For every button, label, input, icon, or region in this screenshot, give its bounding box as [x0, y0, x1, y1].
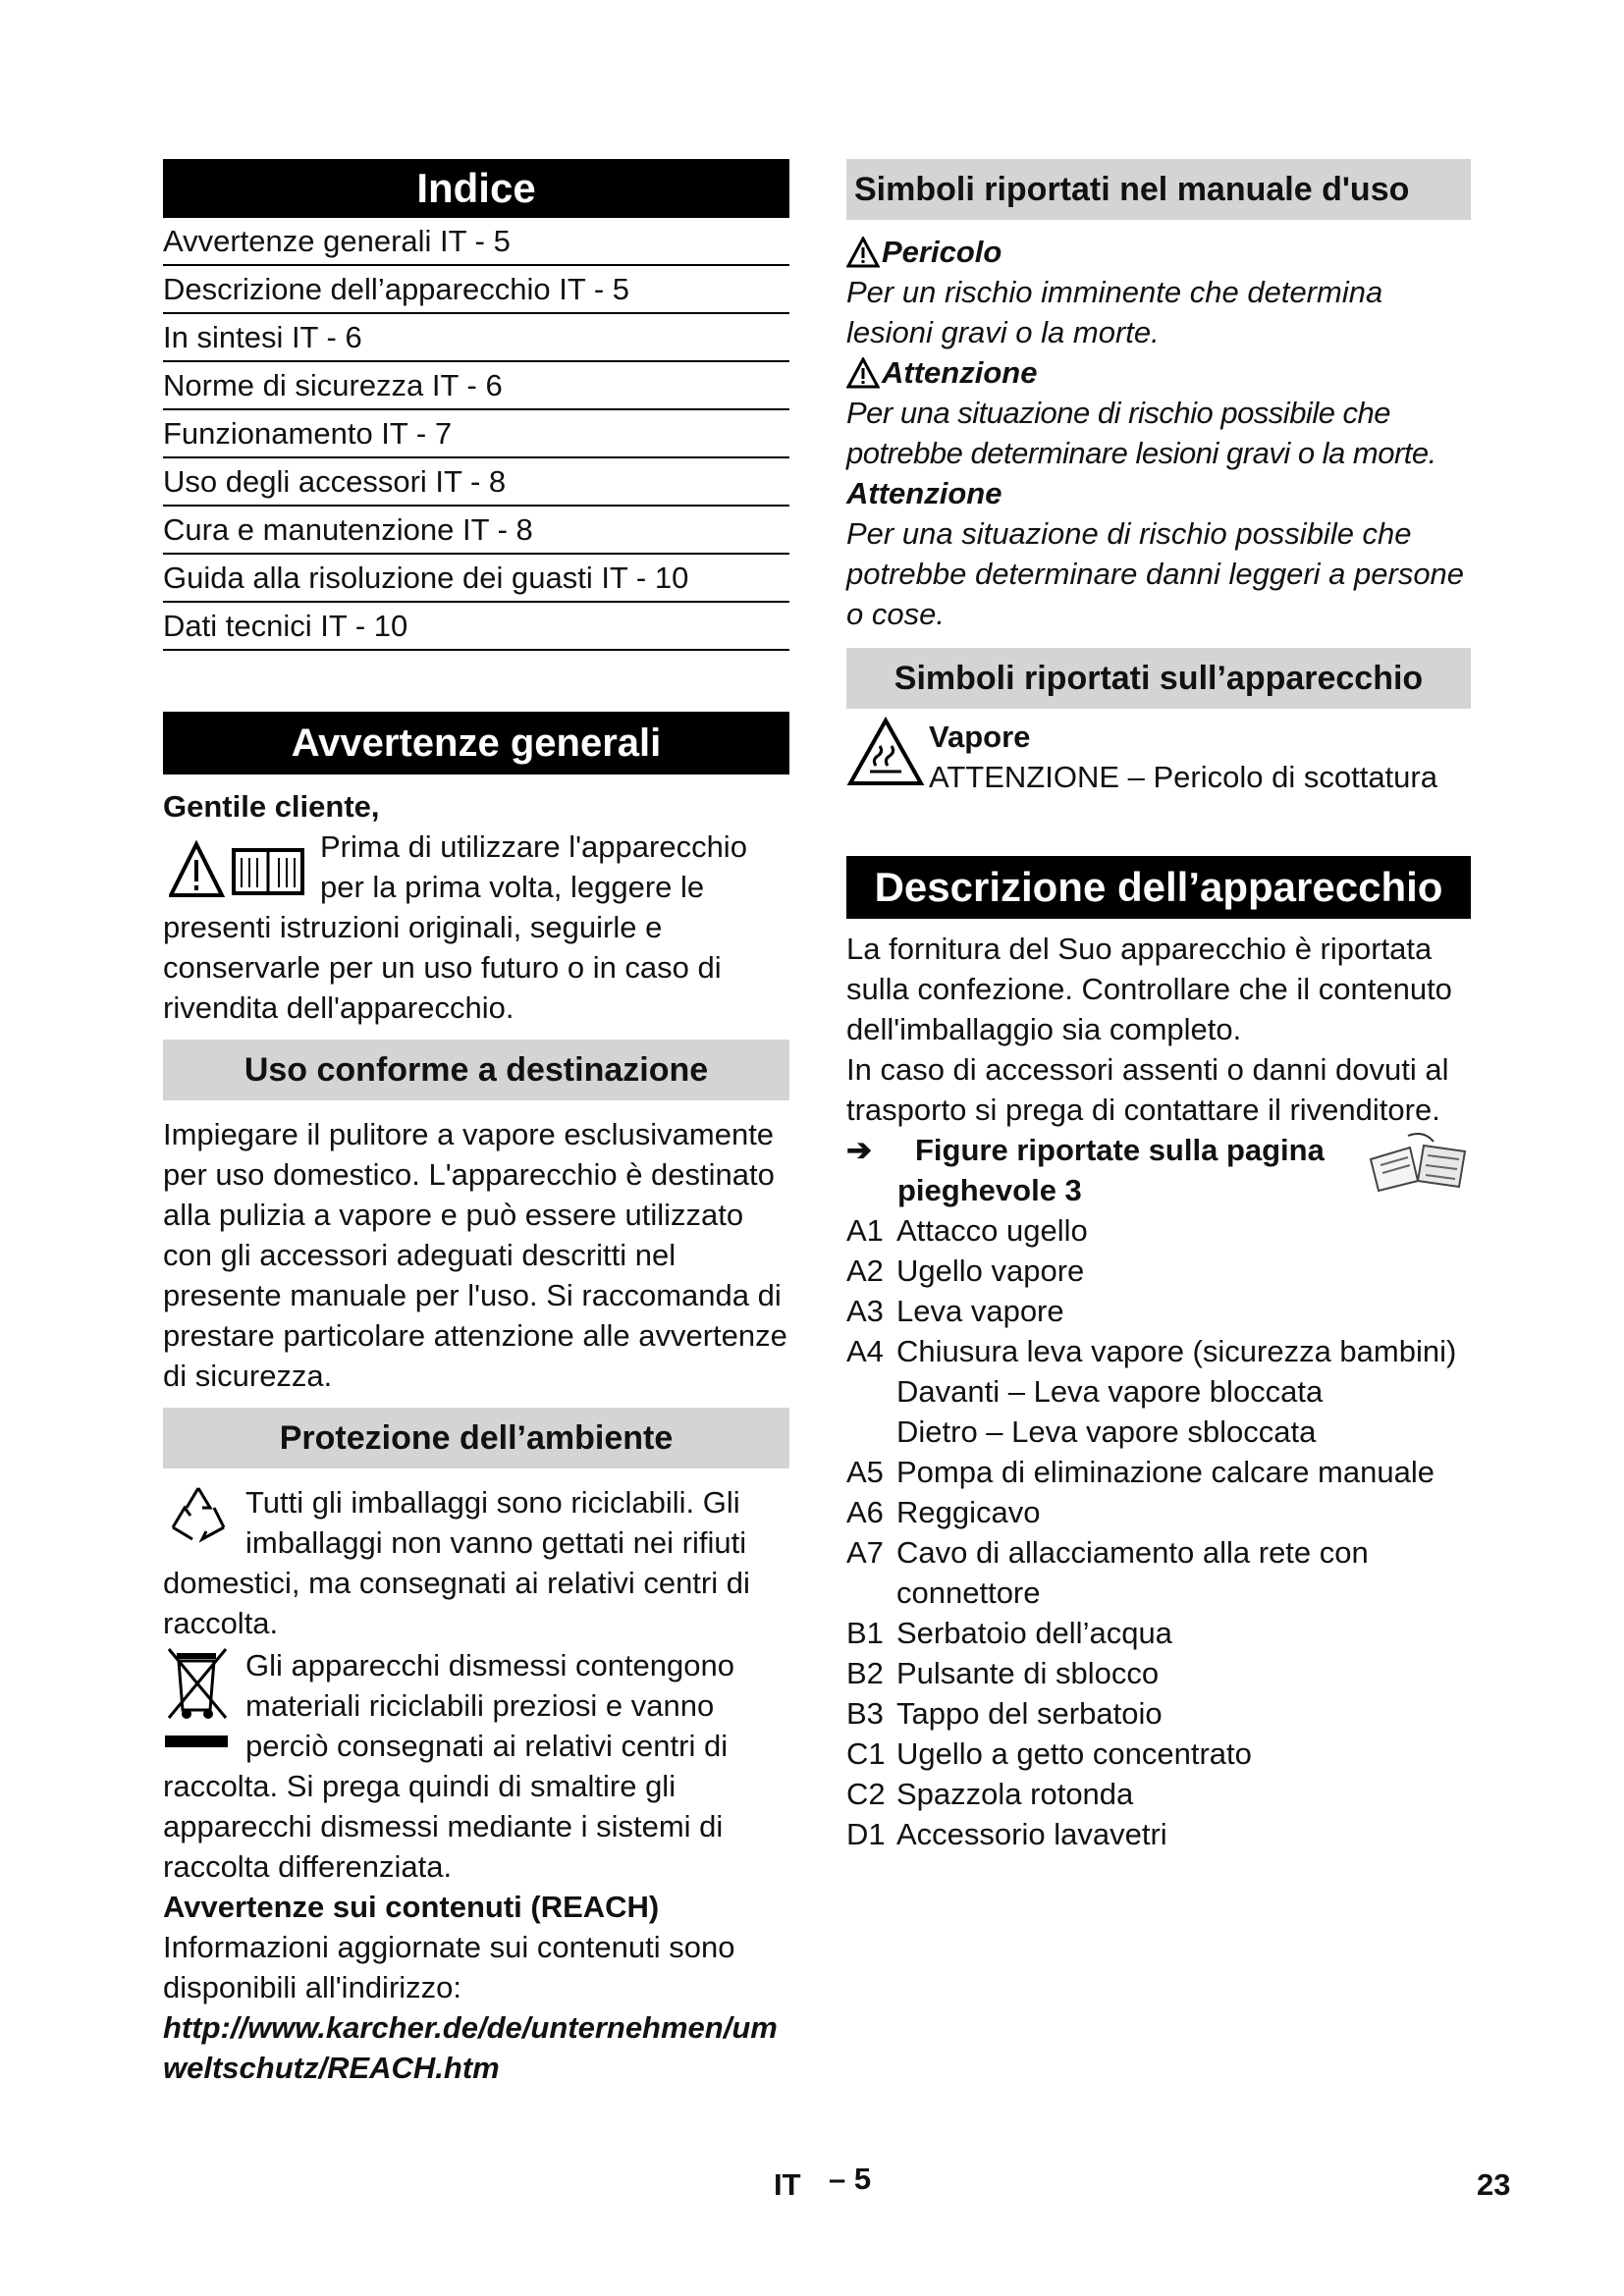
part-key: B3 — [846, 1696, 884, 1731]
toc-item[interactable]: In sintesi IT - 6 — [163, 314, 789, 362]
footer-lang: IT — [774, 2167, 801, 2202]
part-text: Pompa di eliminazione calcare manuale — [896, 1455, 1435, 1489]
arrow-right-icon: ➔ — [846, 1133, 872, 1167]
part-text: Davanti – Leva vapore bloccata — [896, 1374, 1324, 1409]
hot-steam-warning-icon — [846, 717, 925, 787]
attenzione2-label: Attenzione — [846, 476, 1002, 510]
warning-triangle-icon — [846, 357, 880, 389]
pericolo-block — [846, 232, 1471, 352]
part-key: A1 — [846, 1213, 884, 1248]
attenzione-row — [846, 352, 1471, 393]
page-number: 23 — [1477, 2167, 1511, 2202]
list-item — [846, 1452, 1471, 1492]
list-item — [846, 1613, 1471, 1653]
pericolo-text: Per un rischio imminente che determina lesioni gravi o la morte. — [846, 275, 1383, 349]
toc-item[interactable]: Cura e manutenzione IT - 8 — [163, 507, 789, 555]
list-item — [846, 1734, 1471, 1774]
simboli-manuale-heading: Simboli riportati nel manuale d'uso — [846, 159, 1471, 220]
intro-block — [163, 827, 789, 907]
toc-item[interactable]: Guida alla risoluzione dei guasti IT - 10 — [163, 555, 789, 603]
recycle-icon — [163, 1482, 234, 1551]
reach-url-link[interactable]: http://www.karcher.de/de/unternehmen/umweltschutz/REACH.htm — [163, 2010, 778, 2085]
parts-list — [846, 1210, 1471, 1854]
figure-ref-label: Figure riportate sulla pagina — [915, 1133, 1325, 1167]
part-text: Ugello a getto concentrato — [896, 1736, 1252, 1771]
greeting: Gentile cliente, — [163, 789, 380, 824]
list-item — [846, 1331, 1471, 1371]
attenzione2-block — [846, 473, 1471, 634]
list-item — [846, 1210, 1471, 1251]
toc-item[interactable]: Dati tecnici IT - 10 — [163, 603, 789, 651]
part-key: A3 — [846, 1294, 884, 1328]
part-key: A5 — [846, 1455, 884, 1489]
list-item — [846, 1693, 1471, 1734]
intro-text-a: Prima di utilizzare l'apparecchio per la prima volta, leggere le — [320, 829, 747, 904]
part-text: Reggicavo — [896, 1495, 1041, 1529]
simboli-apparecchio-heading: Simboli riportati sull’apparecchio — [846, 648, 1471, 709]
descrizione-text-2: In caso di accessori assenti o danni dovuti al trasporto si prega di contattare il rivenditore. — [846, 1052, 1449, 1127]
attenzione-text: Per una situazione di rischio possibile che potrebbe determinare lesioni gravi o la morte. — [846, 396, 1436, 470]
crossed-bin-icon — [163, 1645, 234, 1753]
vapore-text-group — [929, 717, 1437, 797]
footer-section-page: – 5 — [829, 2162, 872, 2196]
descrizione-heading: Descrizione dell’apparecchio — [846, 856, 1471, 919]
part-key: A4 — [846, 1334, 884, 1368]
avvertenze-heading: Avvertenze generali — [163, 712, 789, 774]
reach-title: Avvertenze sui contenuti (REACH) — [163, 1890, 660, 1924]
page-footer — [0, 2160, 1624, 2209]
part-text: Accessorio lavavetri — [896, 1817, 1167, 1851]
part-text: Serbatoio dell’acqua — [896, 1616, 1172, 1650]
left-column — [163, 159, 789, 2088]
part-key — [846, 1371, 896, 1412]
part-key: C2 — [846, 1777, 886, 1811]
toc-list — [163, 218, 789, 651]
part-key: A7 — [846, 1535, 884, 1570]
part-text: Tappo del serbatoio — [896, 1696, 1163, 1731]
toc-item[interactable]: Norme di sicurezza IT - 6 — [163, 362, 789, 410]
warning-triangle-icon — [846, 237, 880, 268]
vapore-block — [846, 717, 1471, 797]
attenzione2-text: Per una situazione di rischio possibile che potrebbe determinare danni leggeri a persone o cose. — [846, 516, 1465, 631]
part-text: Ugello vapore — [896, 1254, 1085, 1288]
recycle-text: Tutti gli imballaggi sono riciclabili. Gli imballaggi non vanno gettati nei rifiuti domestici, ma consegnati ai relativi centri di raccolta. — [163, 1485, 750, 1640]
indice-heading: Indice — [163, 159, 789, 218]
list-item — [846, 1251, 1471, 1291]
part-text: Cavo di allacciamento alla rete con connettore — [896, 1535, 1369, 1610]
foldout-booklet-icon — [1365, 1130, 1471, 1199]
list-item — [846, 1814, 1471, 1854]
weee-text: Gli apparecchi dismessi contengono materiali riciclabili preziosi e vanno perciò consegnati ai relativi centri di raccolta. Si prega quindi di smaltire gli apparecchi dismessi mediante i sistemi di raccolta differenziata. — [163, 1648, 734, 1884]
list-item — [846, 1492, 1471, 1532]
attenzione-block — [846, 352, 1471, 473]
uso-heading: Uso conforme a destinazione — [163, 1040, 789, 1100]
weee-block — [163, 1645, 789, 1887]
part-key — [846, 1412, 896, 1452]
reach-text: Informazioni aggiornate sui contenuti sono disponibili all'indirizzo: — [163, 1930, 735, 2004]
toc-item[interactable]: Uso degli accessori IT - 8 — [163, 458, 789, 507]
pericolo-row — [846, 232, 1471, 272]
toc-item[interactable]: Avvertenze generali IT - 5 — [163, 218, 789, 266]
part-key: C1 — [846, 1736, 886, 1771]
intro-text-b: presenti istruzioni originali, seguirle e conservarle per un uso futuro o in caso di rivendita dell'apparecchio. — [163, 910, 722, 1025]
list-item — [846, 1653, 1471, 1693]
part-key: B1 — [846, 1616, 884, 1650]
figure-ref-block — [846, 1130, 1471, 1210]
attenzione-label: Attenzione — [882, 355, 1038, 390]
uso-text: Impiegare il pulitore a vapore esclusivamente per uso domestico. L'apparecchio è destinato alla pulizia a vapore e può essere utilizzato con gli accessori adeguati descritti nel presente manuale per l'uso. Si raccomanda di prestare particolare attenzione alle avvertenze di sicurezza. — [163, 1117, 787, 1393]
manual-warning-icon — [169, 840, 308, 901]
ambiente-heading: Protezione dell’ambiente — [163, 1408, 789, 1468]
list-item — [846, 1774, 1471, 1814]
part-text: Pulsante di sblocco — [896, 1656, 1160, 1690]
recycle-block — [163, 1482, 789, 1643]
part-text: Spazzola rotonda — [896, 1777, 1134, 1811]
pericolo-label: Pericolo — [882, 235, 1002, 269]
figure-ref-label-2: pieghevole 3 — [897, 1173, 1082, 1207]
part-key: B2 — [846, 1656, 884, 1690]
list-item — [846, 1371, 1471, 1412]
toc-item[interactable]: Funzionamento IT - 7 — [163, 410, 789, 458]
part-text: Attacco ugello — [896, 1213, 1088, 1248]
toc-item[interactable]: Descrizione dell’apparecchio IT - 5 — [163, 266, 789, 314]
vapore-text: ATTENZIONE – Pericolo di scottatura — [929, 760, 1437, 794]
list-item — [846, 1412, 1471, 1452]
part-text: Leva vapore — [896, 1294, 1064, 1328]
part-key: D1 — [846, 1817, 886, 1851]
descrizione-text-1: La fornitura del Suo apparecchio è riportata sulla confezione. Controllare che il contenuto dell'imballaggio sia completo. — [846, 932, 1452, 1046]
part-key: A6 — [846, 1495, 884, 1529]
part-text: Dietro – Leva vapore sbloccata — [896, 1415, 1317, 1449]
part-key: A2 — [846, 1254, 884, 1288]
list-item — [846, 1532, 1471, 1613]
list-item — [846, 1291, 1471, 1331]
part-text: Chiusura leva vapore (sicurezza bambini) — [896, 1334, 1457, 1368]
right-column — [846, 159, 1471, 1854]
vapore-label: Vapore — [929, 720, 1031, 754]
